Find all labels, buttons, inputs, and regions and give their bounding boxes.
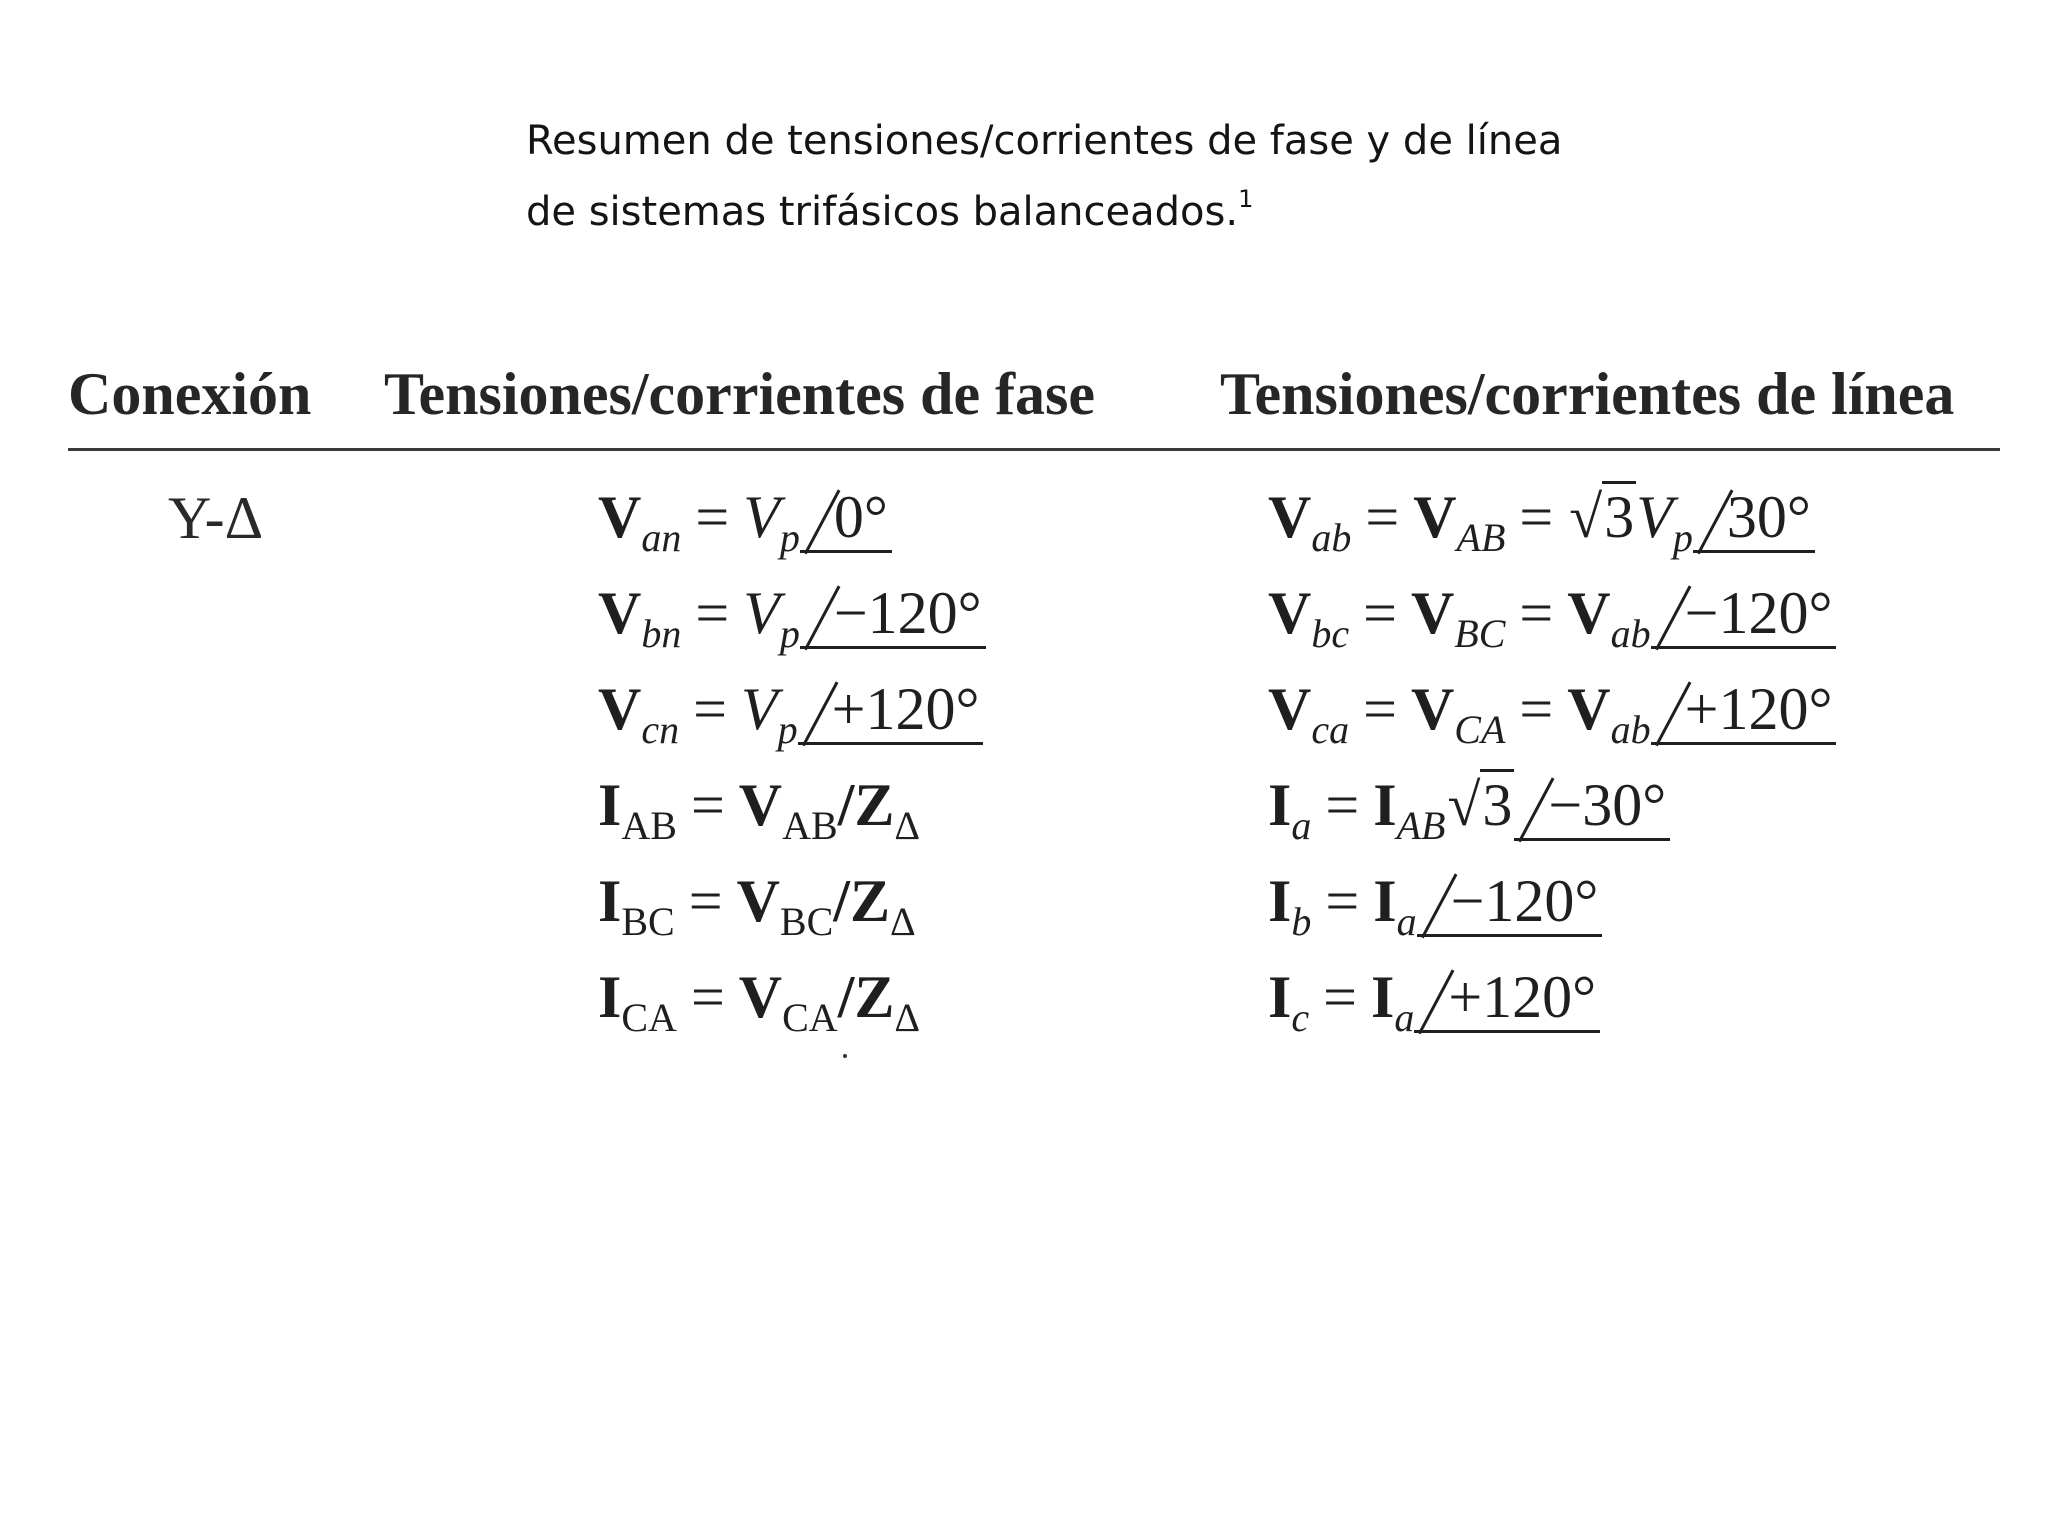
line-eq-3-mid-sub: CA <box>1454 707 1506 752</box>
line-eq-3-rhs-sub: ab <box>1610 707 1651 752</box>
line-eq-3 <box>1268 674 1836 765</box>
phase-eq-6-num-sub: CA <box>782 995 838 1040</box>
radicand: 3 <box>1480 769 1514 838</box>
equals-sign: = <box>1323 964 1357 1030</box>
phase-eq-6 <box>598 962 920 1053</box>
phase-eq-2 <box>598 578 986 669</box>
phase-eq-5-num-sub: BC <box>779 899 834 944</box>
line-eq-5-rhs: I <box>1373 868 1397 934</box>
header-rule <box>68 448 2000 451</box>
phase-eq-4-num: V <box>738 772 783 838</box>
phase-eq-5 <box>598 866 916 957</box>
line-eq-3-mid: V <box>1410 676 1455 742</box>
line-eq-5-rhs-sub: a <box>1396 899 1417 944</box>
line-eq-1-mid-sub: AB <box>1456 515 1506 560</box>
equals-sign: = <box>1325 772 1360 838</box>
line-eq-5-angle: −120° <box>1417 870 1603 937</box>
phase-eq-2-rhs: V <box>743 580 780 646</box>
line-eq-2-mid-sub: BC <box>1454 611 1506 656</box>
sqrt-three <box>1567 482 1636 552</box>
sqrt-sign: √ <box>1447 772 1481 838</box>
connection-type: Y-Δ <box>168 485 264 551</box>
line-eq-4-left: I <box>1268 772 1292 838</box>
phase-eq-3-angle: +120° <box>798 678 984 745</box>
phase-eq-5-sub: BC <box>621 899 675 944</box>
line-eq-3-angle: +120° <box>1651 678 1837 745</box>
line-eq-2 <box>1268 578 1836 669</box>
phase-eq-3-left: V <box>598 676 642 742</box>
delta-subscript: Δ <box>894 995 921 1040</box>
phase-eq-6-num: V <box>738 964 783 1030</box>
impedance-symbol: Z <box>854 964 895 1030</box>
phase-voltage-sub: p <box>1672 515 1693 560</box>
phase-voltage-symbol: V <box>1636 484 1673 550</box>
phase-eq-2-sub: bn <box>641 611 682 656</box>
radicand: 3 <box>1602 481 1636 550</box>
phase-eq-3-sub: cn <box>641 707 680 752</box>
phase-eq-2-rhs-sub: p <box>779 611 800 656</box>
line-eq-4-sub: a <box>1291 803 1312 848</box>
line-eq-1 <box>1268 482 1815 573</box>
equals-sign: = <box>1365 484 1400 550</box>
stray-dot <box>843 1054 847 1058</box>
equals-sign: = <box>1363 676 1397 742</box>
phase-eq-2-left: V <box>598 580 642 646</box>
phase-eq-3-rhs: V <box>740 676 778 742</box>
sqrt-three <box>1445 770 1514 840</box>
phase-eq-3-rhs-sub: p <box>777 707 798 752</box>
line-eq-6-sub: c <box>1291 995 1310 1040</box>
phase-eq-1-angle: 0° <box>800 486 892 553</box>
line-eq-4-angle: −30° <box>1514 774 1670 841</box>
line-eq-2-rhs: V <box>1567 580 1611 646</box>
delta-subscript: Δ <box>894 803 921 848</box>
equals-sign: = <box>1363 580 1397 646</box>
line-eq-6-angle: +120° <box>1414 966 1600 1033</box>
equals-sign: = <box>693 676 727 742</box>
delta-subscript: Δ <box>889 899 916 944</box>
phase-eq-5-left: I <box>598 868 622 934</box>
line-eq-1-mid: V <box>1413 484 1457 550</box>
line-eq-2-left: V <box>1268 580 1312 646</box>
line-eq-3-rhs: V <box>1567 676 1611 742</box>
line-eq-2-angle: −120° <box>1651 582 1837 649</box>
caption-line-1: Resumen de tensiones/corrientes de fase y de línea <box>526 118 1563 164</box>
line-eq-5 <box>1268 866 1602 957</box>
equals-sign: = <box>695 580 730 646</box>
phase-eq-1-rhs-sub: p <box>779 515 800 560</box>
line-eq-1-left: V <box>1268 484 1312 550</box>
line-eq-2-rhs-sub: ab <box>1610 611 1651 656</box>
header-connection: Conexión <box>68 361 312 427</box>
phase-eq-1-left: V <box>598 484 642 550</box>
line-eq-2-mid: V <box>1410 580 1455 646</box>
equals-sign: = <box>688 868 723 934</box>
impedance-symbol: Z <box>849 868 890 934</box>
line-eq-5-sub: b <box>1291 899 1312 944</box>
line-eq-5-left: I <box>1268 868 1292 934</box>
phase-eq-1-rhs: V <box>743 484 780 550</box>
slash: / <box>837 772 855 838</box>
slash: / <box>833 868 850 934</box>
phase-eq-2-angle: −120° <box>800 582 986 649</box>
phase-eq-1-sub: an <box>641 515 682 560</box>
footnote-marker: 1 <box>1238 185 1254 213</box>
line-eq-4-rhs-sub: AB <box>1396 803 1446 848</box>
equals-sign: = <box>1519 580 1554 646</box>
line-eq-6 <box>1268 962 1600 1053</box>
equals-sign: = <box>690 964 725 1030</box>
phase-eq-6-sub: CA <box>621 995 677 1040</box>
phase-eq-5-num: V <box>736 868 780 934</box>
line-eq-4 <box>1268 770 1670 861</box>
impedance-symbol: Z <box>854 772 895 838</box>
phase-eq-4-num-sub: AB <box>782 803 838 848</box>
equals-sign: = <box>1519 676 1554 742</box>
header-line: Tensiones/corrientes de línea <box>1220 361 1955 427</box>
line-eq-6-rhs-sub: a <box>1394 995 1415 1040</box>
line-eq-3-sub: ca <box>1311 707 1350 752</box>
line-eq-4-rhs: I <box>1373 772 1397 838</box>
line-eq-6-left: I <box>1268 964 1292 1030</box>
phase-eq-6-left: I <box>598 964 622 1030</box>
line-eq-6-rhs: I <box>1370 964 1395 1030</box>
equals-sign: = <box>1325 868 1360 934</box>
equals-sign: = <box>1519 484 1554 550</box>
phase-eq-3 <box>598 674 983 765</box>
phase-eq-4 <box>598 770 920 861</box>
table-caption <box>526 112 1726 241</box>
sqrt-sign: √ <box>1569 484 1603 550</box>
caption-line-2-text: de sistemas trifásicos balanceados. <box>526 189 1239 235</box>
line-eq-2-sub: bc <box>1311 611 1350 656</box>
line-eq-3-left: V <box>1268 676 1312 742</box>
line-eq-1-angle: 30° <box>1693 486 1815 553</box>
caption-line-2 <box>526 170 1726 241</box>
equals-sign: = <box>690 772 725 838</box>
line-eq-1-sub: ab <box>1311 515 1352 560</box>
phase-eq-1 <box>598 482 892 573</box>
phase-eq-4-sub: AB <box>621 803 677 848</box>
phase-eq-4-left: I <box>598 772 622 838</box>
equals-sign: = <box>695 484 730 550</box>
header-phase: Tensiones/corrientes de fase <box>384 361 1096 427</box>
slash: / <box>837 964 855 1030</box>
